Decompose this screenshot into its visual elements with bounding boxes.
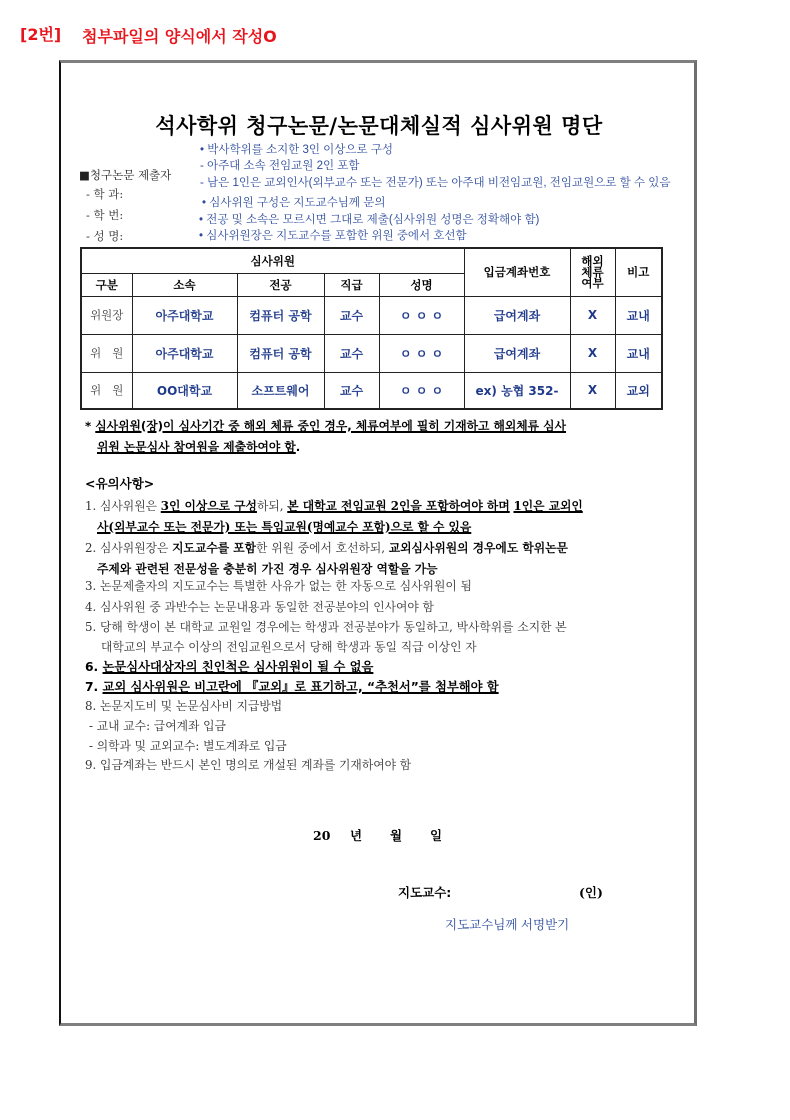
cell-role: 위 원 [81,372,132,409]
header-committee-group: 심사위원 [81,248,464,273]
caution-item-9: 9. 입금계좌는 반드시 본인 명의로 개설된 계좌를 기재하여야 함 [85,758,412,772]
table-row [81,334,662,372]
header-role: 구분 [81,273,132,296]
document-title: 석사학위 청구논문/논문대체실적 심사위원 명단 [155,113,603,138]
item-number: 2. [85,541,101,555]
cell-major[interactable]: 컴퓨터 공학 [237,334,324,372]
caution-item-8b: - 의학과 및 교외교수: 별도계좌로 입금 [89,739,287,753]
committee-table [80,247,663,410]
item-number: 7. [85,680,103,694]
table-row [81,372,662,409]
item-text: 하되, [256,499,288,513]
header-rank: 직급 [324,273,379,296]
item-emphasis: 본 대학교 전임교원 2인을 포함하여야 하며 [287,499,510,513]
submitter-department-field[interactable]: - 학 과: [86,187,124,201]
seal-mark: (인) [579,885,603,900]
caution-item-1 [85,497,583,514]
item-text: 한 위원 중에서 호선하되, [256,541,389,555]
cell-name[interactable]: ㅇ ㅇ ㅇ [379,296,464,334]
section-tag: [2번] [20,25,62,44]
cell-remarks[interactable]: 교내 [615,334,662,372]
item-text: 심사위원장은 [100,541,173,555]
abroad-stay-note-cont [97,438,300,455]
cell-affiliation[interactable]: 아주대학교 [132,296,237,334]
cell-role: 위 원 [81,334,132,372]
caution-item-8a: - 교내 교수: 급여계좌 입금 [89,719,226,733]
header-abroad-stay: 해외 체류 여부 [570,248,615,296]
caution-item-2-cont [97,560,438,577]
submitter-student-id-field[interactable]: - 학 번: [86,208,124,222]
guide-note: • 전공 및 소속은 모르시면 그대로 제출(심사위원 성명은 정확해야 함) [199,214,540,226]
caution-item-7 [85,677,499,695]
cell-major[interactable]: 컴퓨터 공학 [237,296,324,334]
cell-affiliation[interactable]: 아주대학교 [132,334,237,372]
cell-abroad[interactable]: X [570,296,615,334]
guide-note: • 심사위원장은 지도교수를 포함한 위원 중에서 호선함 [199,230,467,242]
header-name: 성명 [379,273,464,296]
item-emphasis: 교외심사위원의 경우에도 학위논문 [388,541,568,555]
item-emphasis: 1인은 교외인 [513,499,583,513]
item-number: 6. [85,660,103,674]
year-label: 년 [350,828,363,843]
item-emphasis: 사(외부교수 또는 전문가) 또는 특임교원(명예교수 포함)으로 할 수 있음 [97,520,472,534]
caution-item-8: 8. 논문지도비 및 논문심사비 지급방법 [85,699,283,713]
item-emphasis: 3인 이상으로 구성 [160,499,257,513]
cell-name[interactable]: ㅇ ㅇ ㅇ [379,372,464,409]
caution-item-2 [85,539,568,556]
item-emphasis: 주제와 관련된 전문성을 충분히 가진 경우 심사위원장 역할을 가능 [97,562,438,576]
cell-major[interactable]: 소프트웨어 [237,372,324,409]
table-row [81,296,662,334]
year-prefix[interactable]: 20 [313,828,331,843]
note-line-2: 위원 논문심사 참여원을 제출하여야 함 [97,440,296,454]
header-remarks: 비고 [615,248,662,296]
cell-rank[interactable]: 교수 [324,372,379,409]
item-text: 교외 심사위원은 비고란에 『교외』로 표기하고, “추천서”를 첨부해야 함 [102,680,499,694]
header-major: 전공 [237,273,324,296]
item-number: 1. [85,499,101,513]
guide-note: - 남은 1인은 교외인사(외부교수 또는 전문가) 또는 아주대 비전임교원, 전임교원으로 할 수 있음 [200,177,671,189]
note-bullet: * [85,419,92,433]
item-text: 심사위원은 [100,499,161,513]
cell-role: 위원장 [81,296,132,334]
item-text: 논문심사대상자의 친인척은 심사위원이 될 수 없음 [102,660,374,674]
submitter-name-field[interactable]: - 성 명: [86,229,124,243]
header-account: 입금계좌번호 [464,248,570,296]
item-emphasis: 지도교수를 포함 [172,541,257,555]
caution-item-3: 3. 논문제출자의 지도교수는 특별한 사유가 없는 한 자동으로 심사위원이 됨 [85,579,472,593]
date-line [313,826,442,844]
cell-name[interactable]: ㅇ ㅇ ㅇ [379,334,464,372]
cell-account[interactable]: 급여계좌 [464,334,570,372]
cell-rank[interactable]: 교수 [324,296,379,334]
note-line-1: 심사위원(장)이 심사기간 중 해외 체류 중인 경우, 체류여부에 필히 기재하고 해외체류 심사 [95,419,566,433]
cautions-heading: <유의사항> [85,476,155,491]
day-label: 일 [430,828,443,843]
advisor-label: 지도교수: [398,885,452,900]
cell-account[interactable]: ex) 농협 352- [464,372,570,409]
guide-note: • 심사위원 구성은 지도교수님께 문의 [202,197,386,209]
cell-account[interactable]: 급여계좌 [464,296,570,334]
cell-rank[interactable]: 교수 [324,334,379,372]
note-period: . [295,440,301,454]
month-label: 월 [390,828,403,843]
cell-remarks[interactable]: 교내 [615,296,662,334]
cell-abroad[interactable]: X [570,334,615,372]
cell-abroad[interactable]: X [570,372,615,409]
abroad-stay-note [85,417,566,434]
sign-instruction: 지도교수님께 서명받기 [445,918,570,932]
guide-note: • 박사학위를 소지한 3인 이상으로 구성 [200,144,394,156]
caution-item-5-cont: 대학교의 부교수 이상의 전임교원으로서 당해 학생과 동일 직급 이상인 자 [101,640,477,654]
caution-item-1-cont [97,518,471,535]
caution-item-4: 4. 심사위원 중 과반수는 논문내용과 동일한 전공분야의 인사여야 함 [85,600,434,614]
caution-item-5: 5. 당해 학생이 본 대학교 교원일 경우에는 학생과 전공분야가 동일하고, 박사학위를 소지한 본 [85,620,567,634]
submitter-heading: ■청구논문 제출자 [79,168,172,182]
caution-item-6 [85,657,373,675]
cell-remarks[interactable]: 교외 [615,372,662,409]
guide-note: - 아주대 소속 전임교원 2인 포함 [200,160,360,172]
cell-affiliation[interactable]: OO대학교 [132,372,237,409]
header-affiliation: 소속 [132,273,237,296]
instruction-note: 첨부파일의 양식에서 작성O [82,27,277,46]
